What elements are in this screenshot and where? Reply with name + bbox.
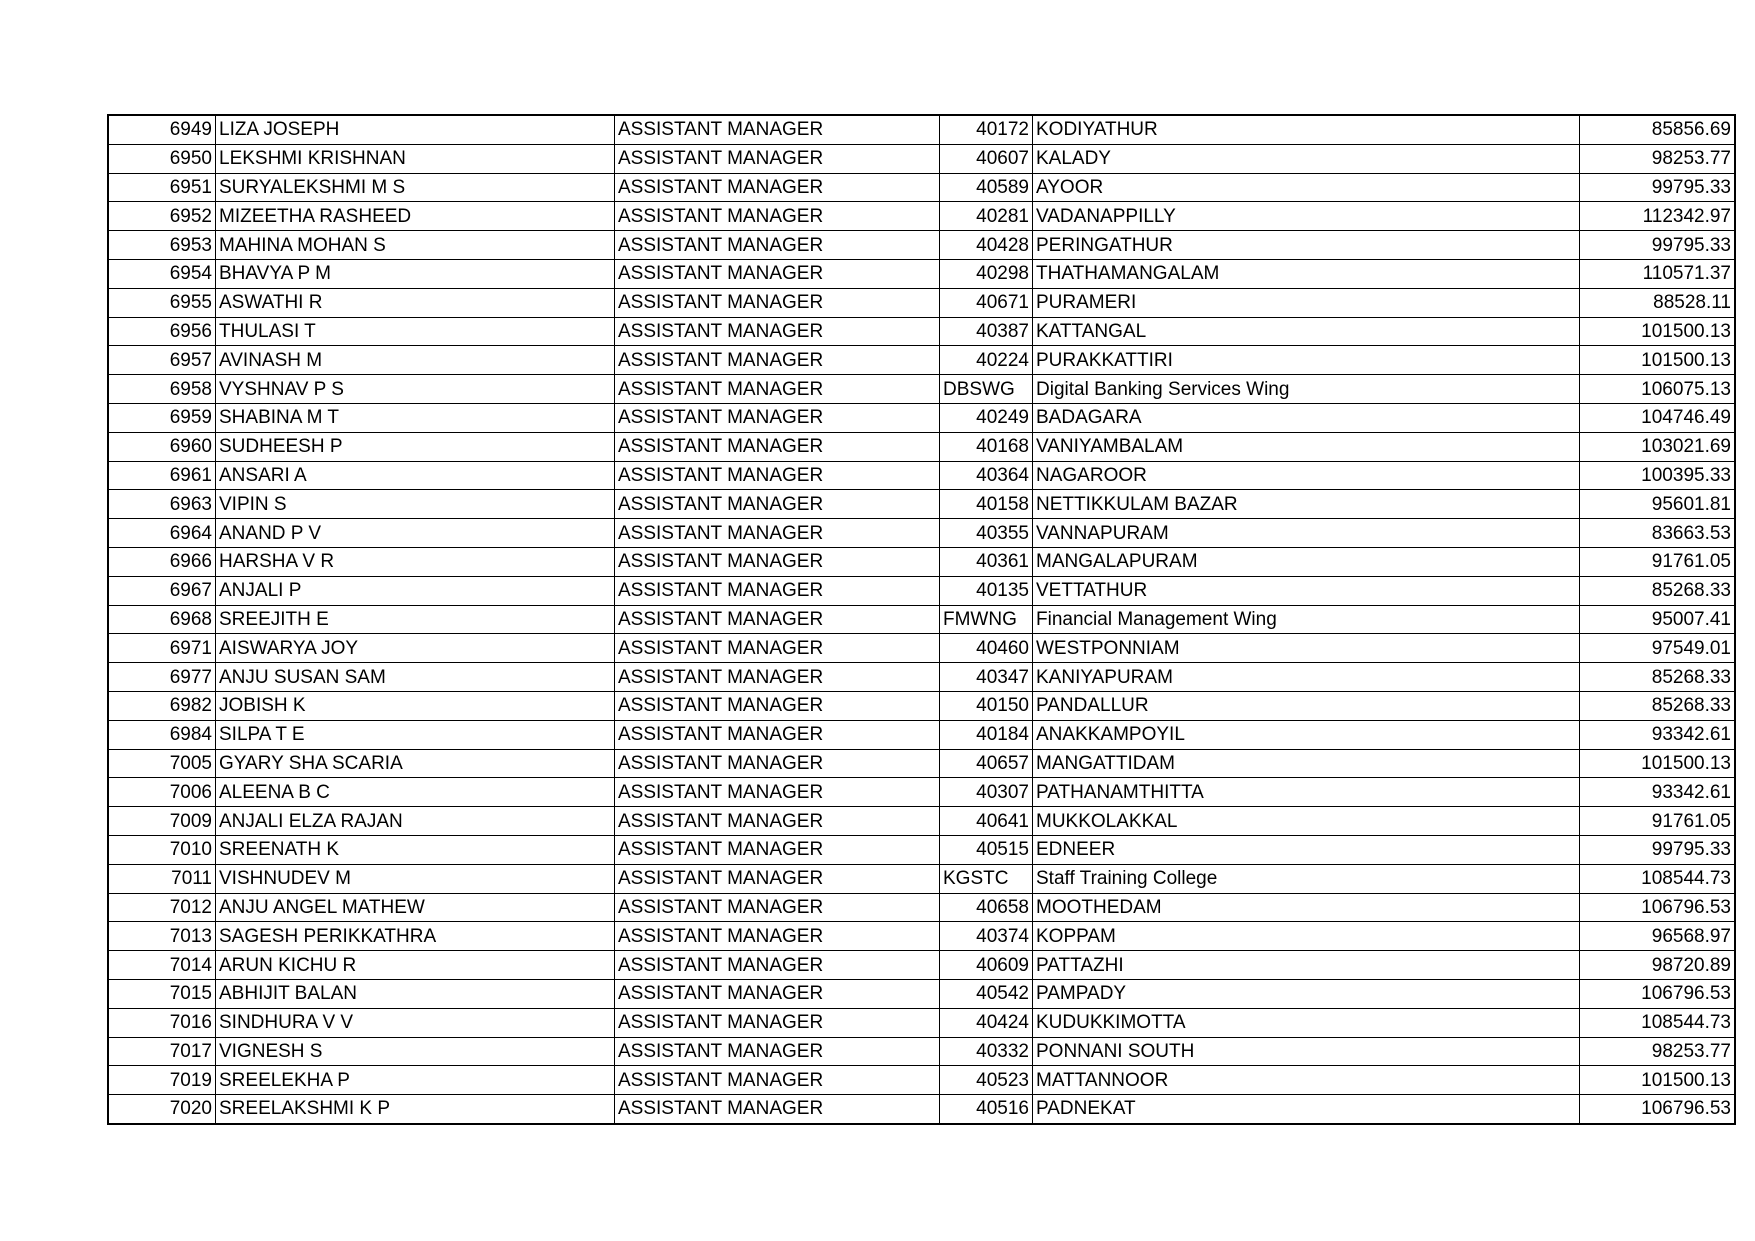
employee-id-cell: 6964 <box>108 519 216 548</box>
employee-name-cell: VISHNUDEV M <box>216 864 615 893</box>
table-row <box>108 115 1735 144</box>
designation-cell: ASSISTANT MANAGER <box>615 1008 940 1037</box>
amount-cell: 85856.69 <box>1580 115 1736 144</box>
employee-id-cell: 6950 <box>108 144 216 173</box>
table-body <box>108 115 1735 1124</box>
employee-id-cell: 6951 <box>108 173 216 202</box>
amount-cell: 103021.69 <box>1580 432 1736 461</box>
table-row <box>108 576 1735 605</box>
employee-id-cell: 7005 <box>108 749 216 778</box>
designation-cell: ASSISTANT MANAGER <box>615 951 940 980</box>
designation-cell: ASSISTANT MANAGER <box>615 663 940 692</box>
office-name-cell: VANIYAMBALAM <box>1033 432 1580 461</box>
employee-name-cell: AISWARYA JOY <box>216 634 615 663</box>
employee-name-cell: ASWATHI R <box>216 288 615 317</box>
amount-cell: 98253.77 <box>1580 144 1736 173</box>
office-name-cell: Staff Training College <box>1033 864 1580 893</box>
employee-id-cell: 7009 <box>108 807 216 836</box>
table-row <box>108 519 1735 548</box>
amount-cell: 101500.13 <box>1580 749 1736 778</box>
office-code-cell: 40347 <box>940 663 1033 692</box>
employee-id-cell: 6949 <box>108 115 216 144</box>
office-name-cell: MATTANNOOR <box>1033 1066 1580 1095</box>
employee-id-cell: 7010 <box>108 835 216 864</box>
office-name-cell: KUDUKKIMOTTA <box>1033 1008 1580 1037</box>
designation-cell: ASSISTANT MANAGER <box>615 634 940 663</box>
designation-cell: ASSISTANT MANAGER <box>615 346 940 375</box>
employee-table <box>107 114 1736 1125</box>
table-row <box>108 375 1735 404</box>
office-name-cell: MANGALAPURAM <box>1033 547 1580 576</box>
employee-name-cell: HARSHA V R <box>216 547 615 576</box>
table-row <box>108 1095 1735 1124</box>
office-code-cell: KGSTC <box>940 864 1033 893</box>
table-row <box>108 749 1735 778</box>
office-name-cell: VETTATHUR <box>1033 576 1580 605</box>
employee-id-cell: 6977 <box>108 663 216 692</box>
designation-cell: ASSISTANT MANAGER <box>615 231 940 260</box>
table-row <box>108 634 1735 663</box>
table-row <box>108 173 1735 202</box>
employee-name-cell: MIZEETHA RASHEED <box>216 202 615 231</box>
amount-cell: 95601.81 <box>1580 490 1736 519</box>
office-name-cell: VADANAPPILLY <box>1033 202 1580 231</box>
office-code-cell: 40364 <box>940 461 1033 490</box>
designation-cell: ASSISTANT MANAGER <box>615 144 940 173</box>
amount-cell: 100395.33 <box>1580 461 1736 490</box>
designation-cell: ASSISTANT MANAGER <box>615 403 940 432</box>
office-code-cell: 40515 <box>940 835 1033 864</box>
office-name-cell: PATHANAMTHITTA <box>1033 778 1580 807</box>
employee-name-cell: SAGESH PERIKKATHRA <box>216 922 615 951</box>
designation-cell: ASSISTANT MANAGER <box>615 691 940 720</box>
office-code-cell: 40135 <box>940 576 1033 605</box>
employee-id-cell: 7012 <box>108 893 216 922</box>
employee-name-cell: SREELEKHA P <box>216 1066 615 1095</box>
designation-cell: ASSISTANT MANAGER <box>615 461 940 490</box>
office-code-cell: 40657 <box>940 749 1033 778</box>
office-code-cell: 40641 <box>940 807 1033 836</box>
amount-cell: 93342.61 <box>1580 778 1736 807</box>
employee-id-cell: 7011 <box>108 864 216 893</box>
employee-name-cell: VIGNESH S <box>216 1037 615 1066</box>
amount-cell: 106796.53 <box>1580 979 1736 1008</box>
amount-cell: 91761.05 <box>1580 547 1736 576</box>
office-name-cell: NETTIKKULAM BAZAR <box>1033 490 1580 519</box>
designation-cell: ASSISTANT MANAGER <box>615 432 940 461</box>
amount-cell: 97549.01 <box>1580 634 1736 663</box>
table-row <box>108 663 1735 692</box>
amount-cell: 110571.37 <box>1580 259 1736 288</box>
office-name-cell: MOOTHEDAM <box>1033 893 1580 922</box>
employee-id-cell: 7016 <box>108 1008 216 1037</box>
amount-cell: 98253.77 <box>1580 1037 1736 1066</box>
employee-name-cell: ALEENA B C <box>216 778 615 807</box>
employee-id-cell: 7020 <box>108 1095 216 1124</box>
office-code-cell: FMWNG <box>940 605 1033 634</box>
table-row <box>108 778 1735 807</box>
designation-cell: ASSISTANT MANAGER <box>615 835 940 864</box>
employee-name-cell: ABHIJIT BALAN <box>216 979 615 1008</box>
office-code-cell: 40542 <box>940 979 1033 1008</box>
office-code-cell: 40150 <box>940 691 1033 720</box>
office-name-cell: KOPPAM <box>1033 922 1580 951</box>
amount-cell: 93342.61 <box>1580 720 1736 749</box>
table-row <box>108 951 1735 980</box>
employee-name-cell: SUDHEESH P <box>216 432 615 461</box>
employee-id-cell: 7006 <box>108 778 216 807</box>
office-code-cell: 40298 <box>940 259 1033 288</box>
table-row <box>108 432 1735 461</box>
office-code-cell: 40332 <box>940 1037 1033 1066</box>
designation-cell: ASSISTANT MANAGER <box>615 375 940 404</box>
amount-cell: 85268.33 <box>1580 576 1736 605</box>
table-row <box>108 1066 1735 1095</box>
employee-name-cell: SINDHURA V V <box>216 1008 615 1037</box>
office-name-cell: MANGATTIDAM <box>1033 749 1580 778</box>
office-name-cell: PONNANI SOUTH <box>1033 1037 1580 1066</box>
table-row <box>108 835 1735 864</box>
table-row <box>108 691 1735 720</box>
amount-cell: 98720.89 <box>1580 951 1736 980</box>
employee-id-cell: 6971 <box>108 634 216 663</box>
employee-name-cell: BHAVYA P M <box>216 259 615 288</box>
amount-cell: 95007.41 <box>1580 605 1736 634</box>
table-row <box>108 317 1735 346</box>
designation-cell: ASSISTANT MANAGER <box>615 1095 940 1124</box>
employee-id-cell: 6958 <box>108 375 216 404</box>
employee-name-cell: ANJU ANGEL MATHEW <box>216 893 615 922</box>
employee-name-cell: SILPA T E <box>216 720 615 749</box>
designation-cell: ASSISTANT MANAGER <box>615 807 940 836</box>
amount-cell: 99795.33 <box>1580 173 1736 202</box>
office-code-cell: 40158 <box>940 490 1033 519</box>
designation-cell: ASSISTANT MANAGER <box>615 720 940 749</box>
table-row <box>108 202 1735 231</box>
amount-cell: 91761.05 <box>1580 807 1736 836</box>
amount-cell: 104746.49 <box>1580 403 1736 432</box>
designation-cell: ASSISTANT MANAGER <box>615 605 940 634</box>
employee-id-cell: 7019 <box>108 1066 216 1095</box>
office-name-cell: AYOOR <box>1033 173 1580 202</box>
employee-name-cell: VIPIN S <box>216 490 615 519</box>
amount-cell: 112342.97 <box>1580 202 1736 231</box>
employee-id-cell: 6952 <box>108 202 216 231</box>
office-code-cell: 40516 <box>940 1095 1033 1124</box>
employee-name-cell: ANAND P V <box>216 519 615 548</box>
office-name-cell: BADAGARA <box>1033 403 1580 432</box>
table-row <box>108 490 1735 519</box>
office-name-cell: KANIYAPURAM <box>1033 663 1580 692</box>
table-row <box>108 231 1735 260</box>
office-code-cell: 40361 <box>940 547 1033 576</box>
amount-cell: 101500.13 <box>1580 1066 1736 1095</box>
employee-id-cell: 6954 <box>108 259 216 288</box>
office-name-cell: PURAMERI <box>1033 288 1580 317</box>
office-code-cell: 40589 <box>940 173 1033 202</box>
designation-cell: ASSISTANT MANAGER <box>615 317 940 346</box>
table-row <box>108 403 1735 432</box>
employee-name-cell: LIZA JOSEPH <box>216 115 615 144</box>
employee-id-cell: 6966 <box>108 547 216 576</box>
amount-cell: 99795.33 <box>1580 231 1736 260</box>
office-name-cell: VANNAPURAM <box>1033 519 1580 548</box>
office-name-cell: Digital Banking Services Wing <box>1033 375 1580 404</box>
employee-name-cell: MAHINA MOHAN S <box>216 231 615 260</box>
employee-name-cell: SURYALEKSHMI M S <box>216 173 615 202</box>
designation-cell: ASSISTANT MANAGER <box>615 173 940 202</box>
designation-cell: ASSISTANT MANAGER <box>615 519 940 548</box>
amount-cell: 108544.73 <box>1580 864 1736 893</box>
table-row <box>108 547 1735 576</box>
office-code-cell: 40658 <box>940 893 1033 922</box>
office-code-cell: 40224 <box>940 346 1033 375</box>
employee-id-cell: 7014 <box>108 951 216 980</box>
table-row <box>108 720 1735 749</box>
employee-id-cell: 7013 <box>108 922 216 951</box>
amount-cell: 88528.11 <box>1580 288 1736 317</box>
employee-name-cell: SREENATH K <box>216 835 615 864</box>
designation-cell: ASSISTANT MANAGER <box>615 490 940 519</box>
office-name-cell: KODIYATHUR <box>1033 115 1580 144</box>
office-code-cell: 40609 <box>940 951 1033 980</box>
office-name-cell: MUKKOLAKKAL <box>1033 807 1580 836</box>
employee-id-cell: 6982 <box>108 691 216 720</box>
office-code-cell: 40523 <box>940 1066 1033 1095</box>
office-code-cell: 40355 <box>940 519 1033 548</box>
employee-id-cell: 6959 <box>108 403 216 432</box>
amount-cell: 96568.97 <box>1580 922 1736 951</box>
employee-name-cell: LEKSHMI KRISHNAN <box>216 144 615 173</box>
designation-cell: ASSISTANT MANAGER <box>615 922 940 951</box>
amount-cell: 106796.53 <box>1580 893 1736 922</box>
office-name-cell: PERINGATHUR <box>1033 231 1580 260</box>
employee-id-cell: 6961 <box>108 461 216 490</box>
employee-id-cell: 6984 <box>108 720 216 749</box>
employee-name-cell: SREELAKSHMI K P <box>216 1095 615 1124</box>
office-name-cell: KALADY <box>1033 144 1580 173</box>
table-row <box>108 893 1735 922</box>
office-name-cell: PATTAZHI <box>1033 951 1580 980</box>
employee-id-cell: 7015 <box>108 979 216 1008</box>
office-code-cell: 40424 <box>940 1008 1033 1037</box>
table-row <box>108 864 1735 893</box>
employee-id-cell: 6955 <box>108 288 216 317</box>
office-name-cell: PADNEKAT <box>1033 1095 1580 1124</box>
amount-cell: 106796.53 <box>1580 1095 1736 1124</box>
office-name-cell: PANDALLUR <box>1033 691 1580 720</box>
designation-cell: ASSISTANT MANAGER <box>615 893 940 922</box>
employee-name-cell: THULASI T <box>216 317 615 346</box>
office-name-cell: KATTANGAL <box>1033 317 1580 346</box>
office-name-cell: PURAKKATTIRI <box>1033 346 1580 375</box>
office-code-cell: 40387 <box>940 317 1033 346</box>
employee-id-cell: 6953 <box>108 231 216 260</box>
office-code-cell: 40307 <box>940 778 1033 807</box>
employee-id-cell: 6960 <box>108 432 216 461</box>
designation-cell: ASSISTANT MANAGER <box>615 749 940 778</box>
amount-cell: 99795.33 <box>1580 835 1736 864</box>
table-row <box>108 1037 1735 1066</box>
employee-name-cell: JOBISH K <box>216 691 615 720</box>
amount-cell: 101500.13 <box>1580 317 1736 346</box>
table-row <box>108 807 1735 836</box>
office-name-cell: ANAKKAMPOYIL <box>1033 720 1580 749</box>
office-code-cell: 40249 <box>940 403 1033 432</box>
office-code-cell: 40184 <box>940 720 1033 749</box>
amount-cell: 83663.53 <box>1580 519 1736 548</box>
designation-cell: ASSISTANT MANAGER <box>615 115 940 144</box>
office-code-cell: 40460 <box>940 634 1033 663</box>
designation-cell: ASSISTANT MANAGER <box>615 778 940 807</box>
designation-cell: ASSISTANT MANAGER <box>615 202 940 231</box>
office-code-cell: 40428 <box>940 231 1033 260</box>
employee-name-cell: ANJU SUSAN SAM <box>216 663 615 692</box>
employee-id-cell: 7017 <box>108 1037 216 1066</box>
office-code-cell: 40671 <box>940 288 1033 317</box>
designation-cell: ASSISTANT MANAGER <box>615 576 940 605</box>
employee-id-cell: 6957 <box>108 346 216 375</box>
table-row <box>108 346 1735 375</box>
designation-cell: ASSISTANT MANAGER <box>615 259 940 288</box>
employee-name-cell: SREEJITH E <box>216 605 615 634</box>
employee-name-cell: ANJALI P <box>216 576 615 605</box>
amount-cell: 101500.13 <box>1580 346 1736 375</box>
amount-cell: 85268.33 <box>1580 691 1736 720</box>
office-code-cell: 40607 <box>940 144 1033 173</box>
amount-cell: 85268.33 <box>1580 663 1736 692</box>
designation-cell: ASSISTANT MANAGER <box>615 1037 940 1066</box>
employee-name-cell: GYARY SHA SCARIA <box>216 749 615 778</box>
amount-cell: 106075.13 <box>1580 375 1736 404</box>
table-row <box>108 605 1735 634</box>
employee-name-cell: SHABINA M T <box>216 403 615 432</box>
office-name-cell: Financial Management Wing <box>1033 605 1580 634</box>
office-name-cell: WESTPONNIAM <box>1033 634 1580 663</box>
office-name-cell: EDNEER <box>1033 835 1580 864</box>
employee-id-cell: 6967 <box>108 576 216 605</box>
table-row <box>108 259 1735 288</box>
employee-name-cell: ANSARI A <box>216 461 615 490</box>
table-row <box>108 288 1735 317</box>
amount-cell: 108544.73 <box>1580 1008 1736 1037</box>
table-row <box>108 1008 1735 1037</box>
office-code-cell: 40168 <box>940 432 1033 461</box>
office-name-cell: THATHAMANGALAM <box>1033 259 1580 288</box>
table-row <box>108 461 1735 490</box>
employee-name-cell: AVINASH M <box>216 346 615 375</box>
office-name-cell: NAGAROOR <box>1033 461 1580 490</box>
office-code-cell: 40281 <box>940 202 1033 231</box>
employee-id-cell: 6963 <box>108 490 216 519</box>
employee-name-cell: VYSHNAV P S <box>216 375 615 404</box>
employee-id-cell: 6968 <box>108 605 216 634</box>
table-row <box>108 144 1735 173</box>
designation-cell: ASSISTANT MANAGER <box>615 979 940 1008</box>
designation-cell: ASSISTANT MANAGER <box>615 547 940 576</box>
employee-name-cell: ANJALI ELZA RAJAN <box>216 807 615 836</box>
office-code-cell: 40374 <box>940 922 1033 951</box>
table-row <box>108 922 1735 951</box>
office-name-cell: PAMPADY <box>1033 979 1580 1008</box>
employee-name-cell: ARUN KICHU R <box>216 951 615 980</box>
designation-cell: ASSISTANT MANAGER <box>615 288 940 317</box>
designation-cell: ASSISTANT MANAGER <box>615 1066 940 1095</box>
office-code-cell: DBSWG <box>940 375 1033 404</box>
designation-cell: ASSISTANT MANAGER <box>615 864 940 893</box>
table-row <box>108 979 1735 1008</box>
employee-id-cell: 6956 <box>108 317 216 346</box>
office-code-cell: 40172 <box>940 115 1033 144</box>
